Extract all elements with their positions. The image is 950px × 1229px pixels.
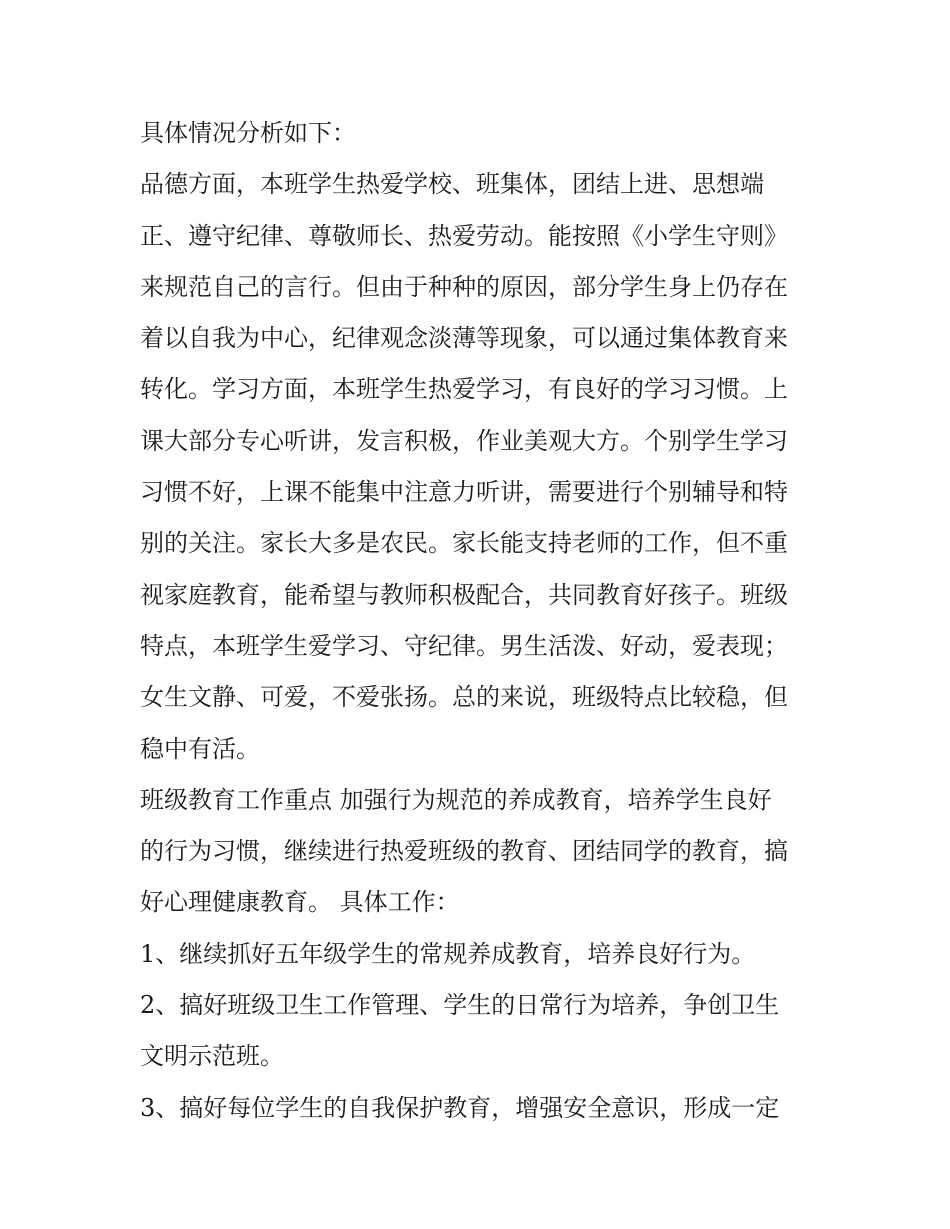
text-line: 课大部分专心听讲，发言积极，作业美观大方。个别学生学习 xyxy=(140,426,788,455)
text-line: 班级教育工作重点 加强行为规范的养成教育，培养学生良好 xyxy=(140,785,772,814)
text-line: 女生文静、可爱，不爱张扬。总的来说，班级特点比较稳，但 xyxy=(140,683,788,712)
text-line: 转化。学习方面，本班学生热爱学习，有良好的学习习惯。上 xyxy=(140,375,788,404)
text-line: 来规范自己的言行。但由于种种的原因，部分学生身上仍存在 xyxy=(140,272,788,301)
text-line: 品德方面，本班学生热爱学校、班集体，团结上进、思想端 xyxy=(140,170,764,199)
text-line: 具体情况分析如下： xyxy=(140,119,356,147)
text-line: 视家庭教育，能希望与教师积极配合，共同教育好孩子。班级 xyxy=(140,580,788,609)
text-line: 别的关注。家长大多是农民。家长能支持老师的工作，但不重 xyxy=(140,529,788,558)
text-line: 的行为习惯，继续进行热爱班级的教育、团结同学的教育，搞 xyxy=(140,837,788,866)
text-line: 好心理健康教育。 具体工作： xyxy=(140,888,460,917)
text-line: 1、继续抓好五年级学生的常规养成教育，培养良好行为。 xyxy=(140,939,756,968)
text-line: 2、搞好班级卫生工作管理、学生的日常行为培养，争创卫生 xyxy=(140,991,780,1020)
text-line: 特点，本班学生爱学习、守纪律。男生活泼、好动，爱表现； xyxy=(140,631,788,660)
text-line: 文明示范班。 xyxy=(140,1042,284,1071)
text-line: 着以自我为中心，纪律观念淡薄等现象，可以通过集体教育来 xyxy=(140,324,788,353)
text-line: 稳中有活。 xyxy=(140,734,260,763)
text-line: 3、搞好每位学生的自我保护教育，增强安全意识，形成一定 xyxy=(140,1093,780,1122)
document-body xyxy=(140,108,830,1134)
text-line: 正、遵守纪律、尊敬师长、热爱劳动。能按照《小学生守则》 xyxy=(140,221,788,250)
text-line: 习惯不好，上课不能集中注意力听讲，需要进行个别辅导和特 xyxy=(140,478,788,507)
